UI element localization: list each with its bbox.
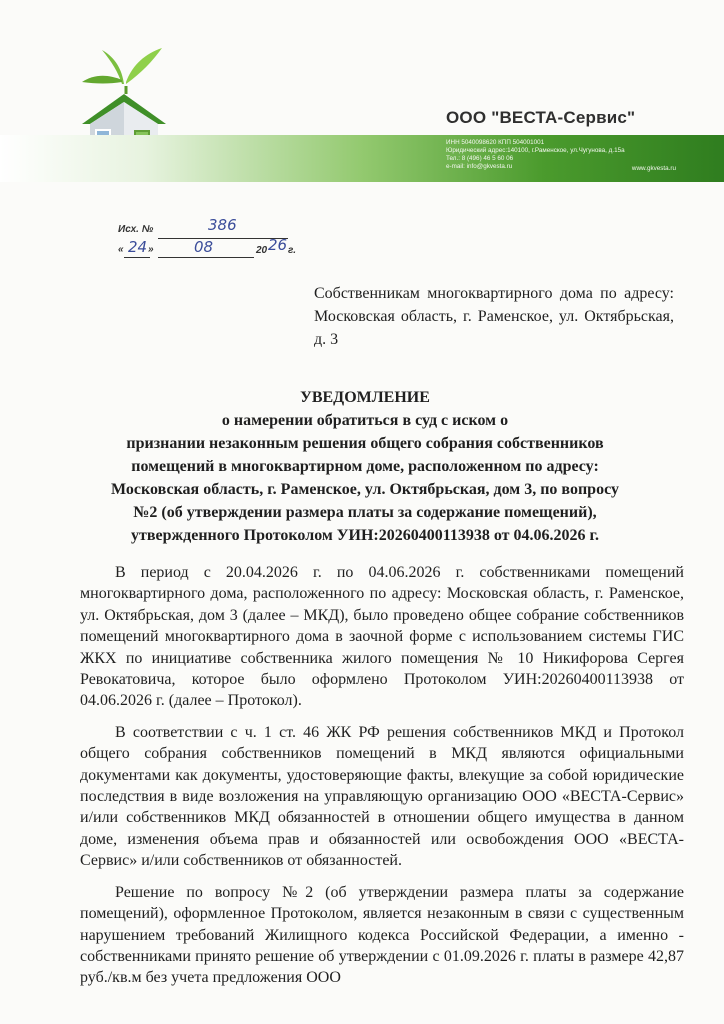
title-line: помещений в многоквартирном доме, расположенном по адресу:: [131, 458, 599, 475]
company-name: ООО "ВЕСТА-Сервис": [446, 108, 636, 127]
requisites-line: e-mail: info@gkvesta.ru: [446, 163, 513, 170]
requisites-line: Юридический адрес:140100, г.Раменское, ул.Чугунова, д.15а: [446, 147, 625, 154]
body-paragraph: В период с 20.04.2026 г. по 04.06.2026 г. собственниками помещений многоквартирного дома, расположенного по адресу: Московская область, г. Раменское, ул. Октябрьская, дом 3 (далее – МКД), было проведено общее собрание собственников помещений многоквартирного дома в заочной форме с использованием системы ГИС ЖКХ по инициативе собственника жилого помещения № 10 Никифорова Сергея Ревокатовича, которое было оформлено Протоколом УИН:20260400113938 от 04.06.2026 г. (далее – Протокол).: [80, 564, 684, 710]
date-month: 08: [194, 238, 214, 256]
document-title: [72, 386, 658, 547]
quote-open: «: [118, 244, 124, 255]
requisites-line: Тел.: 8 (496) 46 5 60 06: [446, 155, 514, 162]
title-heading: УВЕДОМЛЕНИЕ: [300, 389, 430, 406]
body-paragraph: В соответствии с ч. 1 ст. 46 ЖК РФ решения собственников МКД и Протокол общего собрания собственников помещений в МКД являются официальными документами как документы, удостоверяющие факты, влекущие за собой юридические последствия в виде возложения на управляющую организацию ООО «ВЕСТА-Сервис» и/или собственников МКД обязанностей в отношении общего имущества в данном доме, изменения объема прав и обязанностей или освобождения ООО «ВЕСТА-Сервис» и/или собственников от обязанностей.: [80, 723, 684, 870]
year-end: г.: [288, 245, 296, 256]
outgoing-number: 386: [208, 216, 237, 234]
title-line: №2 (об утверждении размера платы за содержание помещений),: [133, 504, 597, 521]
requisites-line: ИНН 5040098620 КПП 504001001: [446, 139, 545, 146]
body-paragraph: Решение по вопросу №2 (об утверждении размера платы за содержание помещений), оформленное Протоколом, является незаконным в связи с существенным нарушением требований Жилищного кодекса Российской Федерации, а именно - собственниками принято решение об утверждении с 01.09.2026 г. платы в размере 42,87 руб./кв.м без учета предложения ООО: [80, 883, 684, 987]
outgoing-label: Исх. №: [118, 224, 154, 235]
month-underline: [158, 257, 254, 258]
day-underline: [124, 257, 150, 258]
outgoing-number-block: [118, 214, 308, 260]
date-day: 24: [128, 238, 148, 256]
title-line: утвержденного Протоколом УИН:20260400113938 от 04.06.2026 г.: [131, 527, 599, 544]
quote-close: »: [148, 244, 154, 255]
title-line: Московская область, г. Раменское, ул. Октябрьская, дом 3, по вопросу: [111, 481, 619, 498]
title-line: признании незаконным решения общего собрания собственников: [126, 435, 604, 452]
year-prefix: 20: [256, 245, 268, 256]
document-body: [80, 562, 684, 999]
company-website: www.gkvesta.ru: [631, 165, 676, 172]
addressee: Собственникам многоквартирного дома по адресу: Московская область, г. Раменское, ул. Октябрьская, д. 3: [314, 285, 674, 348]
letterhead-band: [0, 135, 724, 182]
title-line: о намерении обратиться в суд с иском о: [221, 412, 509, 429]
date-year: 26: [268, 236, 288, 254]
